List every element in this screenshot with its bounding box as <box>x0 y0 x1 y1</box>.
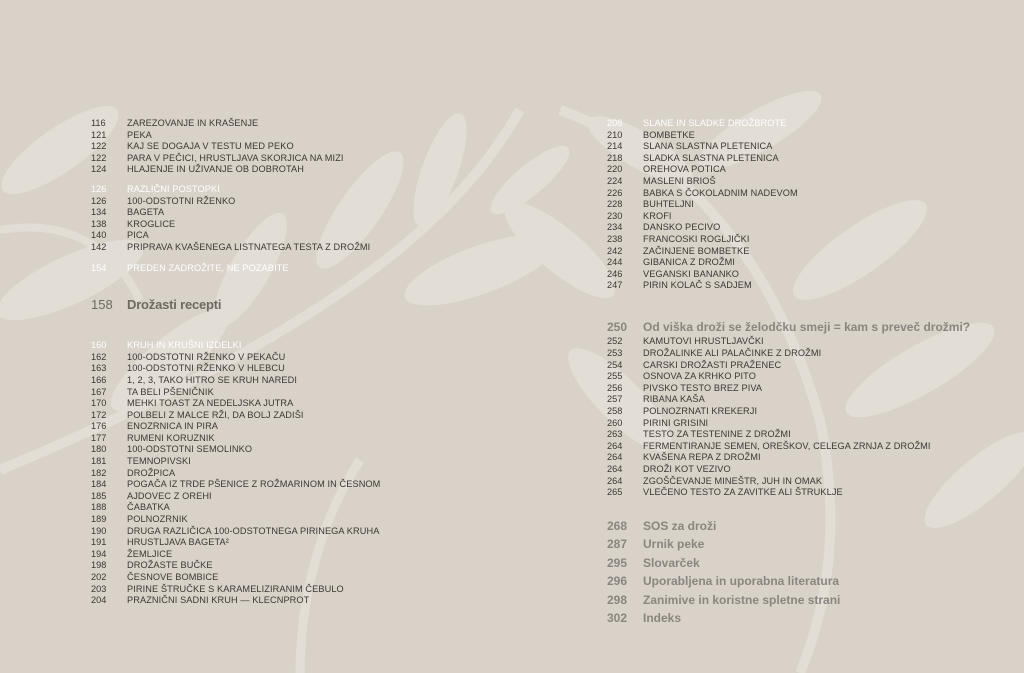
page-number: 167 <box>91 386 107 397</box>
page-number: 254 <box>607 359 623 370</box>
page-number: 302 <box>607 611 628 626</box>
entry-title: TEMNOPIVSKI <box>127 456 191 467</box>
entry-title: KROFI <box>643 210 672 221</box>
entry-title: DROŽPICA <box>127 467 176 478</box>
entry-title: SLANA SLASTNA PLETENICA <box>643 141 773 152</box>
toc-entry[interactable] <box>91 153 511 165</box>
entry-title: OREHOVA POTICA <box>643 164 726 175</box>
toc-section-heading[interactable]: 208 SLANE IN SLADKE DROŽBROTE <box>607 118 787 128</box>
entry-title: BOMBETKE <box>643 129 695 140</box>
page-number: 228 <box>607 199 623 210</box>
toc-right-column <box>607 118 1007 628</box>
entry-title: 100-ODSTOTNI RŽENKO V PEKAČU <box>127 351 286 362</box>
entry-title: PIRINE ŠTRUČKE S KARAMELIZIRANIM ČEBULO <box>127 583 344 594</box>
page-number: 172 <box>91 409 107 420</box>
entry-title: POLNOZRNATI KREKERJI <box>643 405 758 416</box>
toc-entry[interactable] <box>607 487 1007 499</box>
entry-title: PIRINI GRISINI <box>643 417 709 428</box>
page-number: 210 <box>607 129 623 140</box>
entry-title: KAMUTOVI HRUSTLJAVČKI <box>643 336 764 347</box>
entry-title: Slovarček <box>643 555 700 570</box>
toc-entry[interactable] <box>91 444 511 456</box>
page-number: 218 <box>607 152 623 163</box>
toc-entry[interactable] <box>91 398 511 410</box>
toc-entry[interactable] <box>607 418 1007 430</box>
toc-entry[interactable] <box>607 360 1007 372</box>
toc-entry[interactable] <box>607 476 1007 488</box>
toc-entry[interactable] <box>607 464 1007 476</box>
toc-entry[interactable] <box>91 242 511 254</box>
entry-title: PEKA <box>127 129 152 140</box>
entry-title: 1, 2, 3, TAKO HITRO SE KRUH NAREDI <box>127 374 298 385</box>
page-number: 287 <box>607 537 628 552</box>
entry-title: PRIPRAVA KVAŠENEGA LISTNATEGA TESTA Z DROŽMI <box>127 241 371 252</box>
page-number: 257 <box>607 394 623 405</box>
toc-entry[interactable] <box>91 514 511 526</box>
entry-title: BABKA S ČOKOLADNIM NADEVOM <box>643 187 798 198</box>
toc-entry[interactable] <box>607 348 1007 360</box>
page-number: 126 <box>91 195 107 206</box>
toc-entry[interactable] <box>607 164 1007 176</box>
toc-entry[interactable] <box>91 141 511 153</box>
entry-title: ZGOŠČEVANJE MINEŠTR, JUH IN OMAK <box>643 475 823 486</box>
page-number: 214 <box>607 141 623 152</box>
page-number: 265 <box>607 487 623 498</box>
toc-entry[interactable] <box>607 280 1007 292</box>
entry-title: ČABATKA <box>127 502 170 513</box>
toc-entry[interactable] <box>607 429 1007 441</box>
toc-entry[interactable] <box>91 560 511 572</box>
entry-title: GIBANICA Z DROŽMI <box>643 257 736 268</box>
toc-entry[interactable] <box>91 352 511 364</box>
page-number: 162 <box>91 351 107 362</box>
entry-title: CARSKI DROŽASTI PRAŽENEC <box>643 359 782 370</box>
page-number: 204 <box>91 595 107 606</box>
toc-entry[interactable] <box>607 383 1007 395</box>
entry-title: POLNOZRNIK <box>127 514 188 525</box>
page-number: 203 <box>91 583 107 594</box>
page-number: 138 <box>91 218 107 229</box>
toc-section-heading[interactable]: 160 KRUH IN KRUŠNI IZDELKI <box>91 340 242 351</box>
entry-title: ENOZRNICA IN PIRA <box>127 421 219 432</box>
toc-entry[interactable] <box>91 584 511 596</box>
entry-title: PARA V PEČICI, HRUSTLJAVA SKORJICA NA MIZI <box>127 152 344 163</box>
page-number: 260 <box>607 417 623 428</box>
entry-title: AJDOVEC Z OREHI <box>127 490 212 501</box>
entry-title: Zanimive in koristne spletne strani <box>643 592 841 607</box>
toc-entry[interactable] <box>607 336 1007 348</box>
toc-entry[interactable] <box>91 164 511 176</box>
entry-title: POLBELI Z MALCE RŽI, DA BOLJ ZADIŠI <box>127 409 304 420</box>
entry-title: FERMENTIRANJE SEMEN, OREŠKOV, CELEGA ZRNJA Z DROŽMI <box>643 440 931 451</box>
toc-entry[interactable] <box>91 207 511 219</box>
page-number: 116 <box>91 118 106 128</box>
entry-title: ČESNOVE BOMBICE <box>127 572 219 582</box>
page-number: 184 <box>91 479 107 490</box>
toc-chapter-entry[interactable] <box>607 535 1007 554</box>
toc-entry[interactable] <box>607 141 1007 153</box>
entry-title: 100-ODSTOTNI SEMOLINKO <box>127 444 253 455</box>
page-number: 230 <box>607 210 623 221</box>
toc-entry[interactable] <box>91 433 511 445</box>
entry-title: BUHTELJNI <box>643 199 694 210</box>
page-number: 185 <box>91 490 107 501</box>
entry-title: Urnik peke <box>643 537 705 552</box>
toc-entry[interactable] <box>91 230 511 242</box>
page-number: 177 <box>91 432 107 443</box>
page-number: 170 <box>91 398 107 409</box>
page-number: 189 <box>91 514 107 525</box>
toc-section-heading[interactable]: 126 RAZLIČNI POSTOPKI <box>91 183 220 194</box>
page-number: 176 <box>91 421 107 432</box>
toc-entry[interactable] <box>91 363 511 375</box>
page-number: 182 <box>91 467 107 478</box>
entry-title: PRAZNIČNI SADNI KRUH — KLECNPROT <box>127 595 310 606</box>
page-number: 122 <box>91 152 107 163</box>
toc-chapter-entry[interactable] <box>607 609 1007 628</box>
entry-title: Uporabljena in uporabna literatura <box>643 574 840 589</box>
entry-title: VLEČENO TESTO ZA ZAVITKE ALI ŠTRUKLJE <box>643 487 843 498</box>
toc-entry[interactable] <box>607 188 1007 200</box>
entry-title: PICA <box>127 230 149 241</box>
toc-entry[interactable] <box>607 199 1007 211</box>
page-number: 247 <box>607 280 623 291</box>
toc-entry[interactable] <box>91 468 511 480</box>
toc-entry[interactable] <box>91 219 511 231</box>
toc-entry[interactable] <box>607 441 1007 453</box>
entry-title: POGAČA IZ TRDE PŠENICE Z ROŽMARINOM IN ČESNOM <box>127 479 381 490</box>
toc-entry[interactable] <box>91 537 511 549</box>
toc-entry[interactable] <box>91 549 511 561</box>
page-number: 181 <box>91 456 107 467</box>
entry-title: Indeks <box>643 611 682 626</box>
entry-title: RIBANA KAŠA <box>643 394 705 405</box>
page-number: 180 <box>91 444 107 455</box>
toc-entry[interactable] <box>91 502 511 514</box>
entry-title: KROGLICE <box>127 218 176 229</box>
entry-title: PIVSKO TESTO BREZ PIVA <box>643 382 763 393</box>
page-number: 255 <box>607 371 623 382</box>
entry-title: RUMENI KORUZNIK <box>127 432 215 443</box>
toc-entry[interactable] <box>607 211 1007 223</box>
entry-title: VEGANSKI BANANKO <box>643 268 740 279</box>
page-number: 134 <box>91 207 107 218</box>
toc-chapter-entry[interactable]: 158 Drožasti recepti <box>91 297 222 313</box>
toc-entry[interactable] <box>607 394 1007 406</box>
page-number: 256 <box>607 382 623 393</box>
toc-entry[interactable] <box>91 387 511 399</box>
toc-entry[interactable] <box>91 118 511 130</box>
entry-title: OSNOVA ZA KRHKO PITO <box>643 371 756 382</box>
page-number: 163 <box>91 363 107 374</box>
toc-entry[interactable] <box>91 130 511 142</box>
page-number: 242 <box>607 245 623 256</box>
toc-entry[interactable] <box>607 246 1007 258</box>
toc-entry[interactable] <box>91 421 511 433</box>
toc-entry[interactable] <box>91 456 511 468</box>
toc-entry[interactable] <box>607 371 1007 383</box>
toc-entry[interactable] <box>607 234 1007 246</box>
entry-title: HRUSTLJAVA BAGETA² <box>127 537 229 548</box>
page-number: 226 <box>607 187 623 198</box>
entry-title: ŽEMLJICE <box>127 548 173 559</box>
toc-chapter-entry[interactable] <box>607 591 1007 610</box>
toc-entry[interactable] <box>91 595 511 607</box>
toc-entry[interactable] <box>607 130 1007 142</box>
entry-title: ZAREZOVANJE IN KRAŠENJE <box>127 118 259 128</box>
page-number: 263 <box>607 429 623 440</box>
page-number: 264 <box>607 475 623 486</box>
page-number: 264 <box>607 452 623 463</box>
page-number: 202 <box>91 572 107 582</box>
page-number: 142 <box>91 241 107 252</box>
page-number: 295 <box>607 555 628 570</box>
page-number: 191 <box>91 537 107 548</box>
toc-entry[interactable] <box>607 269 1007 281</box>
page-number: 296 <box>607 574 628 589</box>
toc-entry[interactable] <box>91 526 511 538</box>
page-number: 140 <box>91 230 107 241</box>
page-number: 166 <box>91 374 107 385</box>
page-number: 194 <box>91 548 107 559</box>
entry-title: PIRIN KOLAČ S SADJEM <box>643 280 752 291</box>
page-number: 198 <box>91 560 107 571</box>
page-number: 252 <box>607 336 623 347</box>
toc-entry[interactable] <box>91 196 511 208</box>
toc-chapter-entry[interactable] <box>607 572 1007 591</box>
page-number: 188 <box>91 502 107 513</box>
toc-entry[interactable] <box>91 410 511 422</box>
toc-entry[interactable] <box>607 222 1007 234</box>
toc-chapter-entry[interactable]: 250 Od viška droži se želodčku smeji = kam s preveč drožmi? <box>607 319 971 334</box>
entry-title: KAJ SE DOGAJA V TESTU MED PEKO <box>127 141 294 152</box>
entry-title: SLADKA SLASTNA PLETENICA <box>643 152 779 163</box>
page-number: 253 <box>607 348 623 358</box>
entry-title: DANSKO PECIVO <box>643 222 721 233</box>
toc-entry[interactable] <box>607 176 1007 188</box>
entry-title: FRANCOSKI ROGLJIČKI <box>643 233 750 244</box>
toc-entry[interactable] <box>607 153 1007 165</box>
page-number: 246 <box>607 268 623 279</box>
toc-entry[interactable] <box>607 452 1007 464</box>
entry-title: HLAJENJE IN UŽIVANJE OB DOBROTAH <box>127 164 304 175</box>
page-number: 220 <box>607 164 623 175</box>
toc-entry[interactable] <box>91 479 511 491</box>
entry-title: BAGETA <box>127 207 165 218</box>
toc-entry[interactable] <box>607 406 1007 418</box>
toc-chapter-entry[interactable] <box>607 517 1007 536</box>
entry-title: DROŽALINKE ALI PALAČINKE Z DROŽMI <box>643 348 822 358</box>
page-number: 268 <box>607 518 628 533</box>
toc-chapter-entry[interactable] <box>607 554 1007 573</box>
entry-title: TESTO ZA TESTENINE Z DROŽMI <box>643 429 791 440</box>
toc-section-heading[interactable]: 154 PREDEN ZADROŽITE, NE POZABITE <box>91 262 289 273</box>
page-number: 121 <box>91 129 107 140</box>
entry-title: ZAČINJENE BOMBETKE <box>643 245 750 256</box>
entry-title: DROŽASTE BUČKE <box>127 560 213 571</box>
page-number: 258 <box>607 405 623 416</box>
page-number: 122 <box>91 141 107 152</box>
page-number: 238 <box>607 233 623 244</box>
page-number: 224 <box>607 175 623 186</box>
page-number: 264 <box>607 463 623 474</box>
entry-title: 100-ODSTOTNI RŽENKO V HLEBCU <box>127 363 285 374</box>
page-number: 124 <box>91 164 107 175</box>
toc-left-column <box>91 118 511 607</box>
page-number: 298 <box>607 592 628 607</box>
entry-title: 100-ODSTOTNI RŽENKO <box>127 195 236 206</box>
entry-title: MEHKI TOAST ZA NEDELJSKA JUTRA <box>127 398 294 409</box>
entry-title: MASLENI BRIOŠ <box>643 175 716 186</box>
entry-title: KVAŠENA REPA Z DROŽMI <box>643 452 761 463</box>
page-number: 234 <box>607 222 623 233</box>
entry-title: TA BELI PŠENIČNIK <box>127 386 214 397</box>
toc-entry[interactable] <box>91 491 511 503</box>
toc-entry[interactable] <box>91 572 511 584</box>
entry-title: DROŽI KOT VEZIVO <box>643 463 731 474</box>
entry-title: SOS za droži <box>643 518 717 533</box>
page-number: 264 <box>607 440 623 451</box>
page-number: 244 <box>607 257 623 268</box>
page-number: 190 <box>91 525 107 536</box>
entry-title: DRUGA RAZLIČICA 100-ODSTOTNEGA PIRINEGA KRUHA <box>127 525 380 536</box>
toc-entry[interactable] <box>607 257 1007 269</box>
toc-entry[interactable] <box>91 375 511 387</box>
